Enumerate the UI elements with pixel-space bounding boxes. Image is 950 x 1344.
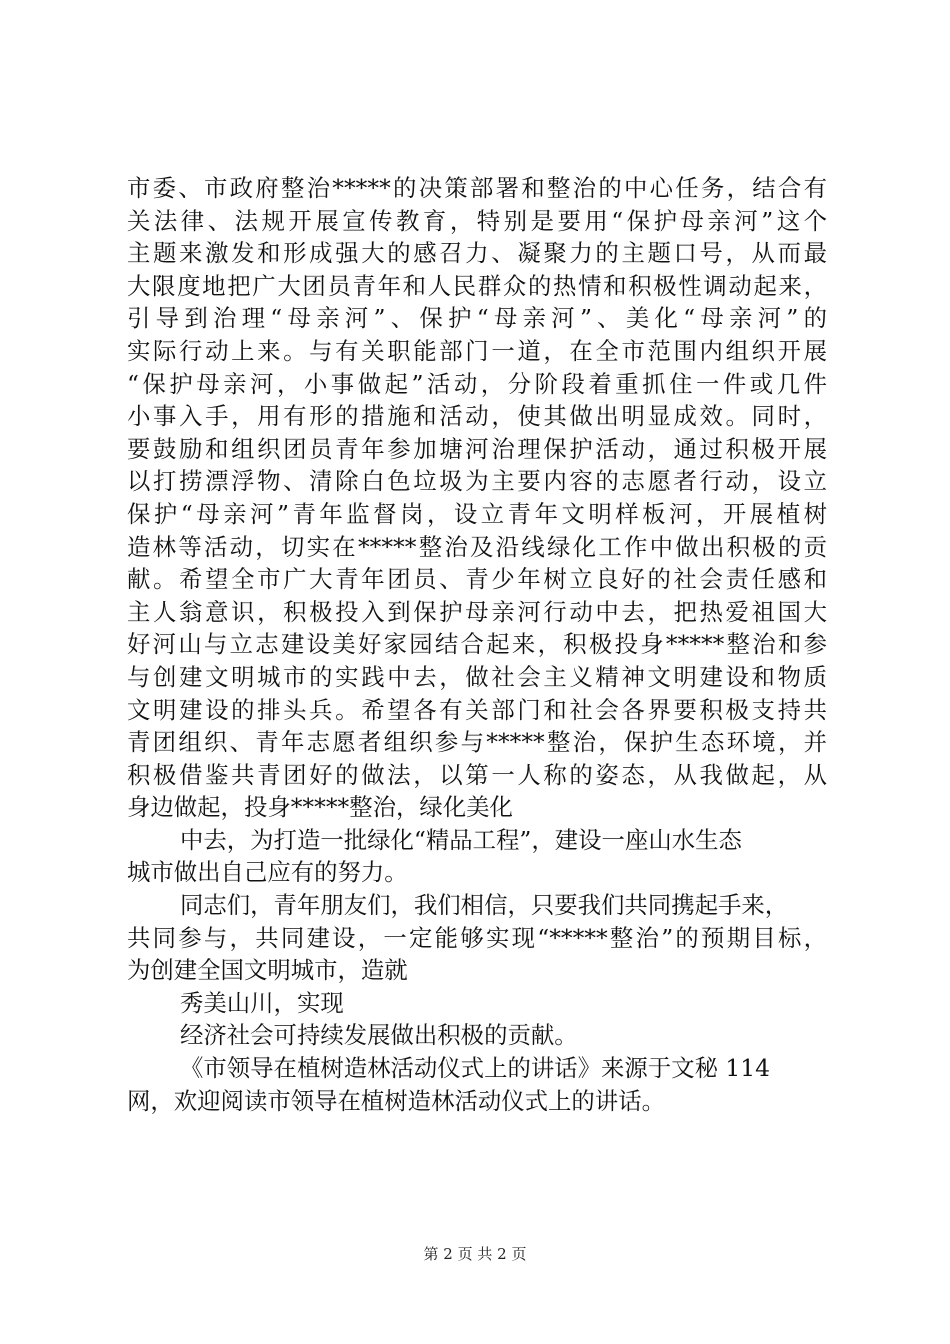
text-line: 秀美山川，实现 bbox=[180, 988, 344, 1017]
text-line: 要鼓励和组织团员青年参加塘河治理保护活动，通过积极开展 bbox=[127, 434, 827, 463]
text-line: 积极借鉴共青团好的做法，以第一人称的姿态，从我做起，从 bbox=[127, 760, 827, 789]
text-line: 为创建全国文明城市，造就 bbox=[127, 956, 408, 985]
text-line: 共同参与，共同建设，一定能够实现“*****整治”的预期目标， bbox=[127, 923, 827, 952]
text-line: 文明建设的排头兵。希望各有关部门和社会各界要积极支持共 bbox=[127, 695, 827, 724]
text-line: 小事入手，用有形的措施和活动，使其做出明显成效。同时， bbox=[127, 402, 827, 431]
text-line: 好河山与立志建设美好家园结合起来，积极投身*****整治和参 bbox=[127, 630, 827, 659]
text-line: 经济社会可持续发展做出积极的贡献。 bbox=[180, 1021, 578, 1050]
text-line: 城市做出自己应有的努力。 bbox=[127, 858, 408, 887]
text-line: “保护母亲河，小事做起”活动，分阶段着重抓住一件或几件 bbox=[127, 369, 827, 398]
text-line: 身边做起，投身*****整治，绿化美化 bbox=[127, 793, 513, 822]
text-line: 保护“母亲河”青年监督岗，设立青年文明样板河，开展植树 bbox=[127, 499, 827, 528]
text-line: 青团组织、青年志愿者组织参与*****整治，保护生态环境，并 bbox=[127, 728, 827, 757]
text-line: 主题来激发和形成强大的感召力、凝聚力的主题口号，从而最 bbox=[127, 239, 827, 268]
text-line: 大限度地把广大团员青年和人民群众的热情和积极性调动起来， bbox=[127, 271, 827, 300]
text-line: 同志们，青年朋友们，我们相信，只要我们共同携起手来， bbox=[180, 891, 789, 920]
text-line: 献。希望全市广大青年团员、青少年树立良好的社会责任感和 bbox=[127, 565, 827, 594]
text-line: 以打捞漂浮物、清除白色垃圾为主要内容的志愿者行动，设立 bbox=[127, 467, 827, 496]
text-line: 市委、市政府整治*****的决策部署和整治的中心任务，结合有 bbox=[127, 174, 827, 202]
text-line: 网，欢迎阅读市领导在植树造林活动仪式上的讲话。 bbox=[127, 1086, 665, 1115]
page-number-footer: 第 2 页 共 2 页 bbox=[423, 1245, 527, 1263]
body-text bbox=[127, 172, 827, 1117]
text-line: 关法律、法规开展宣传教育，特别是要用“保护母亲河”这个 bbox=[127, 206, 827, 235]
text-line: 中去，为打造一批绿化“精品工程”，建设一座山水生态 bbox=[180, 825, 742, 854]
text-line: 引导到治理“母亲河”、保护“母亲河”、美化“母亲河”的 bbox=[127, 304, 827, 333]
text-line: 《市领导在植树造林活动仪式上的讲话》来源于文秘 114 bbox=[180, 1054, 771, 1083]
text-line: 实际行动上来。与有关职能部门一道，在全市范围内组织开展 bbox=[127, 336, 827, 365]
text-line: 造林等活动，切实在*****整治及沿线绿化工作中做出积极的贡 bbox=[127, 532, 827, 561]
text-line: 与创建文明城市的实践中去，做社会主义精神文明建设和物质 bbox=[127, 662, 827, 691]
text-line: 主人翁意识，积极投入到保护母亲河行动中去，把热爱祖国大 bbox=[127, 597, 827, 626]
